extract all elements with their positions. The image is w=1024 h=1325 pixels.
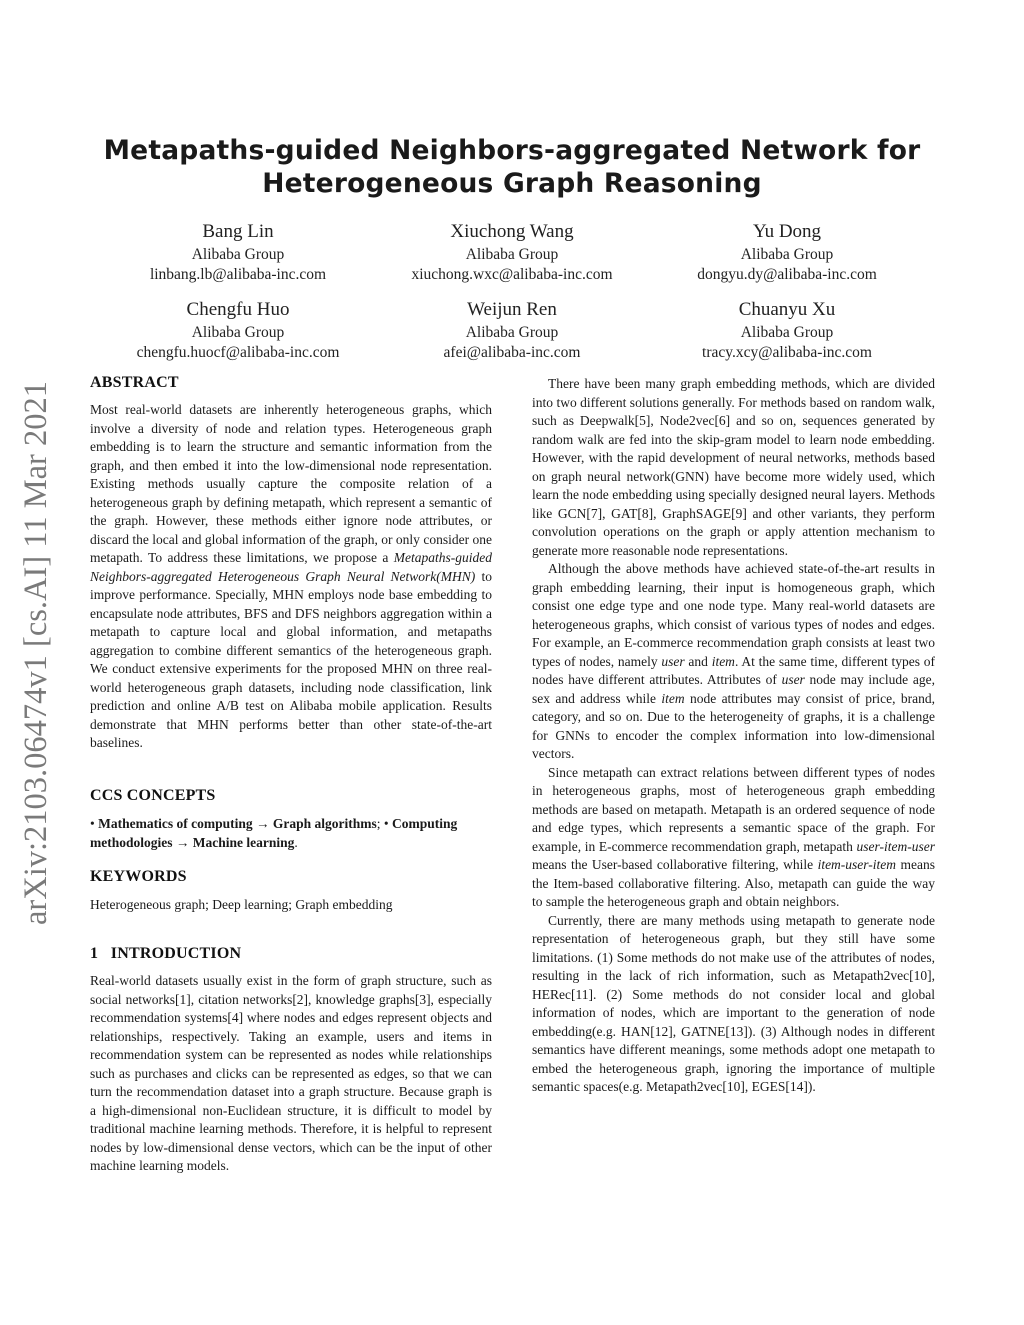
ccs-end: . [294, 834, 298, 850]
author-email[interactable]: chengfu.huocf@alibaba-inc.com [136, 344, 340, 361]
text-span: and [684, 653, 712, 669]
text-span: node attributes may consist of price, brand, category, and so on. Due to the heterogeneity of graphs, it is a challenge for GNNs to encoder the complex information into low-dimensional vectors. [532, 690, 936, 761]
text-span: node may include age, sex and address while [532, 672, 935, 706]
introduction-body [90, 972, 492, 1176]
ccs-item-1: Mathematics of computing [98, 816, 253, 831]
paper-title [90, 134, 934, 200]
right-paragraph-1: There have been many graph embedding methods, which are divided into two different solutions generally. For methods based on random walk, such as Deepwalk[5], Node2vec[6] and so on, sequences generated by random walk are fed into the skip-gram model to learn node embedding. However, with the rapid development of neural networks, methods based on graph neural network(GNN) have become more widely used, which learn the node embedding using specially designed neural layers. Methods like GCN[7], GAT[8], GraphSAGE[9] and other variants, they perform convolution operations on the graph or apply attention mechanism to generate more reasonable node representations. [532, 376, 935, 558]
author-name: Chengfu Huo [186, 299, 290, 320]
keywords-section [90, 867, 492, 915]
abstract-body [90, 401, 492, 753]
term-item: item [711, 653, 735, 669]
author-affiliation: Alibaba Group [191, 324, 285, 341]
term-item: item [661, 690, 685, 706]
arxiv-identifier: arXiv:2103.06474v1 [cs.AI] 11 Mar 2021 [18, 381, 54, 925]
ccs-item-2b: Machine learning [192, 834, 295, 850]
abstract-text-b: to improve performance. Specially, MHN employs node base embedding to encapsulate node attributes, BFS and DFS neighbors aggregation within a metapath to capture local and global information, and metapaths aggregation to combine different semantics of the heterogeneous graph. We conduct extensive experiments for the proposed MHN on three real-world heterogeneous graph datasets, including node classification, link prediction and online A/B test on Alibaba mobile application. Results demonstrate that MHN performs better than other state-of-the-art baselines. [90, 568, 492, 750]
author-block [637, 220, 937, 285]
keywords-heading: KEYWORDS [90, 868, 187, 885]
intro-paragraph-1: Real-world datasets usually exist in the form of graph structure, such as social networks[1], citation networks[2], knowledge graphs[3], especially recommendation systems[4] where nodes and edges represent objects and relationships, respectively. Taking an example, users and items in recommendation system can be represented as nodes while relationships such as purchases and clicks can be represented as edges, so that we can turn the recommendation dataset into a graph structure. Because graph is a high-dimensional non-Euclidean structure, it is difficult to model by traditional machine learning methods. Therefore, it is helpful to represent nodes by low-dimensional dense vectors, which can be the input of other machine learning models. [90, 973, 492, 1173]
introduction-heading: 1 INTRODUCTION [90, 945, 242, 962]
abstract-model-name: Metapaths-guided Neighbors-aggregated Heterogeneous Graph Neural Network(MHN) [90, 550, 492, 584]
text-span: means the User-based collaborative filtering, while [532, 857, 818, 872]
author-email[interactable]: tracy.xcy@alibaba-inc.com [702, 344, 872, 361]
ccs-body [90, 815, 492, 852]
author-email[interactable]: afei@alibaba-inc.com [443, 344, 581, 361]
right-column [532, 375, 935, 1097]
author-affiliation: Alibaba Group [465, 246, 559, 263]
author-email[interactable]: linbang.lb@alibaba-inc.com [149, 266, 327, 283]
ccs-heading: CCS CONCEPTS [90, 787, 216, 804]
text-span: Although the above methods have achieved state-of-the-art results in graph embedding learning, their input is homogeneous graph, which consist one edge type and one node type. Many real-world datasets are heterogeneous graphs, which consist of various types of nodes and edges. For example, an E-commerce recommendation graph consists at least two types of nodes, namely [532, 561, 935, 669]
author-name: Xiuchong Wang [450, 221, 574, 242]
abstract-section [90, 373, 492, 753]
term-item-user-item: item-user-item [817, 857, 897, 872]
author-name: Yu Dong [752, 221, 822, 242]
author-name: Weijun Ren [467, 299, 557, 320]
right-paragraph-4: Currently, there are many methods using metapath to generate node representation of heterogeneous graph, but they still have some limitations. (1) Some methods do not make use of the attributes of nodes, resulting in the lack of rich information, such as Metapath2vec[10], HERec[11]. (2) Some methods do not consider local and global information of nodes, which are important to the generation of node embedding(e.g. HAN[12], GATNE[13]). (3) Although nodes in different semantics have different meanings, some methods adopt one metapath to embed the heterogeneous graph, ignoring the importance of multiple semantic spaces(e.g. Metapath2vec[10], EGES[14]). [532, 912, 935, 1094]
term-user: user [661, 653, 685, 669]
text-span: . At the same time, different types of nodes have different attributes. Attributes of [532, 653, 935, 687]
author-affiliation: Alibaba Group [191, 246, 285, 263]
keywords-body [90, 896, 492, 915]
author-block [362, 220, 662, 285]
title-line-1: Metapaths-guided Neighbors-aggregated Network for [103, 135, 921, 166]
author-name: Bang Lin [202, 221, 274, 242]
right-paragraph-2 [532, 560, 935, 764]
author-block [88, 220, 388, 285]
abstract-text-a: Most real-world datasets are inherently heterogeneous graphs, which involve a diversity of node and relation types. Heterogeneous graph embedding is to learn the structure and semantic information from the graph, and then embed it into the low-dimensional node representation. Existing methods usually capture the composite relation of a heterogeneous graph by defining metapath, which represent a semantic of the graph. However, these methods either ignore node attributes, or discard the local and global information of the graph, or only consider one metapath. To address these limitations, we propose a [90, 402, 492, 565]
term-user: user [781, 672, 805, 687]
author-affiliation: Alibaba Group [740, 324, 834, 341]
ccs-section [90, 786, 492, 852]
text-span: means the Item-based collaborative filtering. Also, metapath can guide the way to sample the heterogeneous graph and obtain neighbors. [532, 857, 935, 909]
term-user-item-user: user-item-user [856, 838, 935, 854]
right-paragraph-3 [532, 764, 935, 912]
author-block [637, 298, 937, 363]
title-line-2: Heterogeneous Graph Reasoning [262, 168, 762, 199]
text-span: Since metapath can extract relations between different types of nodes in heterogeneous graphs, most of heterogeneous graph embedding methods are based on metapath. Metapath is an ordered sequence of node and edge types, which represents a semantic space of the graph. For example, in E-commerce recommendation graph, metapath [532, 764, 935, 854]
author-affiliation: Alibaba Group [740, 246, 834, 263]
abstract-heading: ABSTRACT [90, 374, 179, 391]
ccs-arrow: → [172, 834, 193, 850]
introduction-section [90, 944, 492, 1176]
author-email[interactable]: xiuchong.wxc@alibaba-inc.com [411, 266, 613, 283]
author-block [362, 298, 662, 363]
author-block [88, 298, 388, 363]
ccs-item-1b: Graph algorithms [272, 816, 377, 831]
keywords-text: Heterogeneous graph; Deep learning; Graph embedding [90, 897, 393, 912]
ccs-bullet: • [90, 816, 99, 831]
ccs-item-2: Computing methodologies [90, 816, 458, 850]
ccs-separator: ; • [376, 816, 392, 831]
author-affiliation: Alibaba Group [465, 324, 559, 341]
author-name: Chuanyu Xu [738, 299, 836, 320]
ccs-arrow: → [252, 816, 273, 831]
author-email[interactable]: dongyu.dy@alibaba-inc.com [697, 266, 877, 283]
